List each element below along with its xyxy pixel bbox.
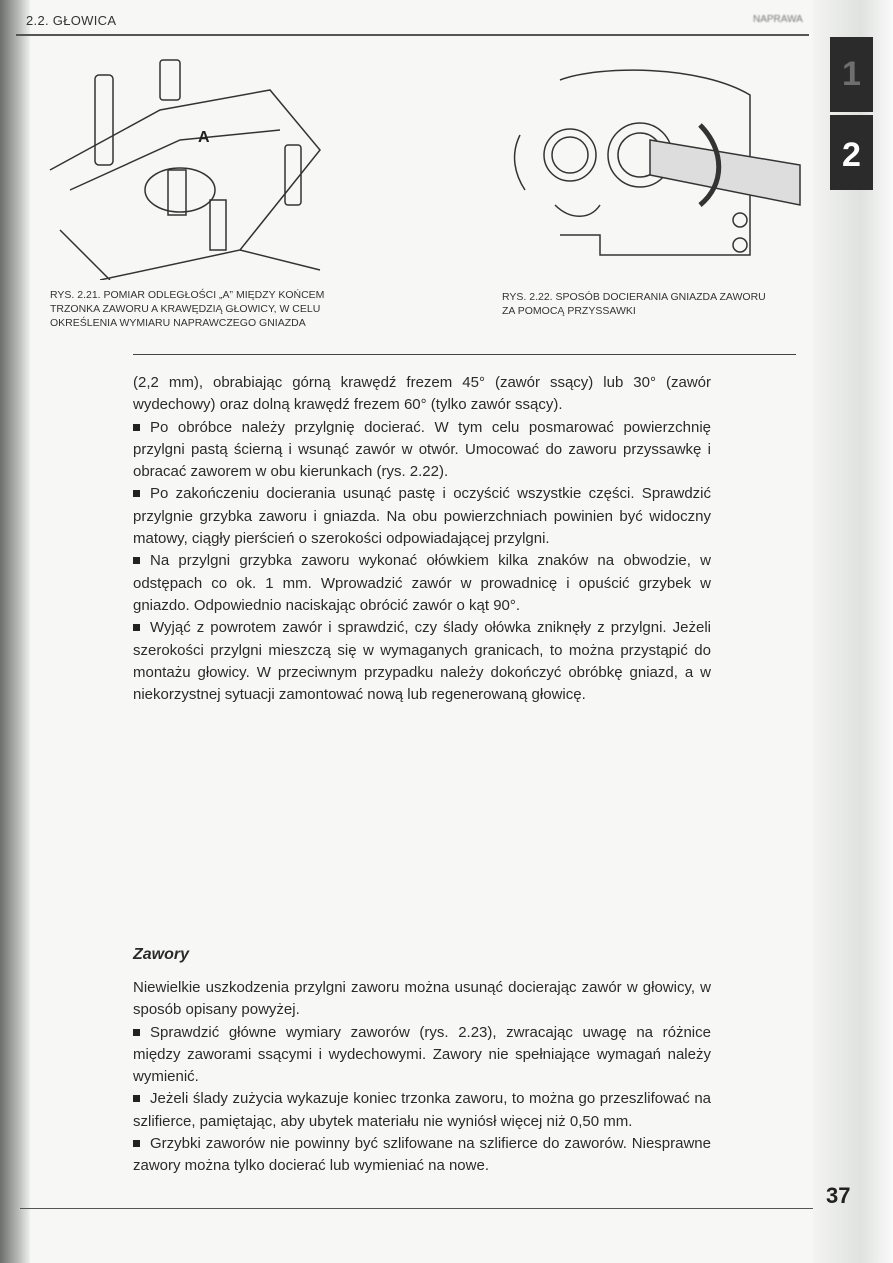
bullet-paragraph: Sprawdzić główne wymiary zaworów (rys. 2.23), zwracając uwagę na różnice między zaworami ssącymi i wydechowymi. Zawory nie spełniające wymagań należy wymienić.: [133, 1023, 711, 1086]
bullet-icon: [133, 557, 140, 564]
bullet-icon: [133, 490, 140, 497]
chapter-tab-2: 2: [830, 115, 873, 190]
bullet-paragraph: Wyjąć z powrotem zawór i sprawdzić, czy ślady ołówka zniknęły z przylgni. Jeżeli szerokości przylgni mieszczą się w wymaganych granicach, to można przystąpić do montażu głowicy. W przeciwnym przypadku należy dokończyć obróbkę gniazd, a w niekorzystnej sytuacji zamontować nową lub regenerowaną głowicę.: [133, 619, 711, 704]
bullet-icon: [133, 1095, 140, 1102]
section-title: 2.2. GŁOWICA: [26, 13, 117, 28]
body-text-section-1: [133, 372, 711, 706]
bullet-icon: [133, 624, 140, 631]
bullet-paragraph: Na przylgni grzybka zaworu wykonać ołówkiem kilka znaków na obwodzie, w odstępach co ok. 1 mm. Wprowadzić zawór w prowadnicę i opuścić grzybek w gniazdo. Odpowiednio naciskając obrócić zawór o kąt 90°.: [133, 552, 711, 614]
header-divider: [16, 34, 809, 36]
caption-line: ZA POMOCĄ PRZYSSAWKI: [502, 305, 636, 317]
bullet-icon: [133, 424, 140, 431]
paragraph: (2,2 mm), obrabiając górną krawędź frezem 45° (zawór ssący) lub 30° (zawór wydechowy) oraz dolną krawędź frezem 60° (tylko zawór ssący).: [133, 374, 711, 414]
footer-divider: [20, 1208, 813, 1209]
page-number: 37: [826, 1183, 851, 1208]
bullet-paragraph: Grzybki zaworów nie powinny być szlifowane na szlifierce do zaworów. Niesprawne zawory można tylko docierać lub wymieniać na nowe.: [133, 1135, 711, 1175]
chapter-tab-1: 1: [830, 37, 873, 112]
chapter-title: NAPRAWA: [753, 14, 803, 25]
bullet-paragraph: Po obróbce należy przylgnię docierać. W tym celu posmarować powierzchnię przylgni pastą ścierną i wsunąć zawór w otwór. Umocować do zaworu przyssawkę i obracać zaworem w obu kierunkach (rys. 2.22).: [133, 418, 711, 481]
figure-2-21-caption: [50, 288, 324, 330]
figure-2-21-cylinder-head-illustration: [40, 50, 340, 280]
figures-divider: [133, 354, 796, 355]
figure-2-22-valve-lapping-illustration: [500, 55, 810, 275]
section-heading-zawory: Zawory: [133, 946, 190, 963]
book-spine-shadow: [0, 0, 30, 1263]
bullet-icon: [133, 1140, 140, 1147]
bullet-paragraph: Po zakończeniu docierania usunąć pastę i oczyścić wszystkie części. Sprawdzić przylgnie grzybka zaworu i gniazda. Na obu powierzchniach powinien być widoczny matowy, ciągły pierścień o szerokości odpowiadającej przylgni.: [133, 485, 711, 548]
bullet-icon: [133, 1029, 140, 1036]
caption-line: TRZONKA ZAWORU A KRAWĘDZIĄ GŁOWICY, W CELU: [50, 303, 321, 315]
figure-2-22-caption: [502, 290, 766, 318]
body-text-section-2: [133, 977, 711, 1178]
caption-line: OKREŚLENIA WYMIARU NAPRAWCZEGO GNIAZDA: [50, 317, 306, 329]
paragraph: Niewielkie uszkodzenia przylgni zaworu można usunąć docierając zawór w głowicy, w sposób opisany powyżej.: [133, 979, 711, 1019]
figure-label-a: A: [198, 129, 210, 146]
caption-line: RYS. 2.22. SPOSÓB DOCIERANIA GNIAZDA ZAWORU: [502, 291, 766, 303]
bullet-paragraph: Jeżeli ślady zużycia wykazuje koniec trzonka zaworu, to można go przeszlifować na szlifierce, pamiętając, aby ubytek materiału nie wyniósł więcej niż 0,50 mm.: [133, 1090, 711, 1130]
caption-line: RYS. 2.21. POMIAR ODLEGŁOŚCI „A” MIĘDZY KOŃCEM: [50, 289, 325, 301]
